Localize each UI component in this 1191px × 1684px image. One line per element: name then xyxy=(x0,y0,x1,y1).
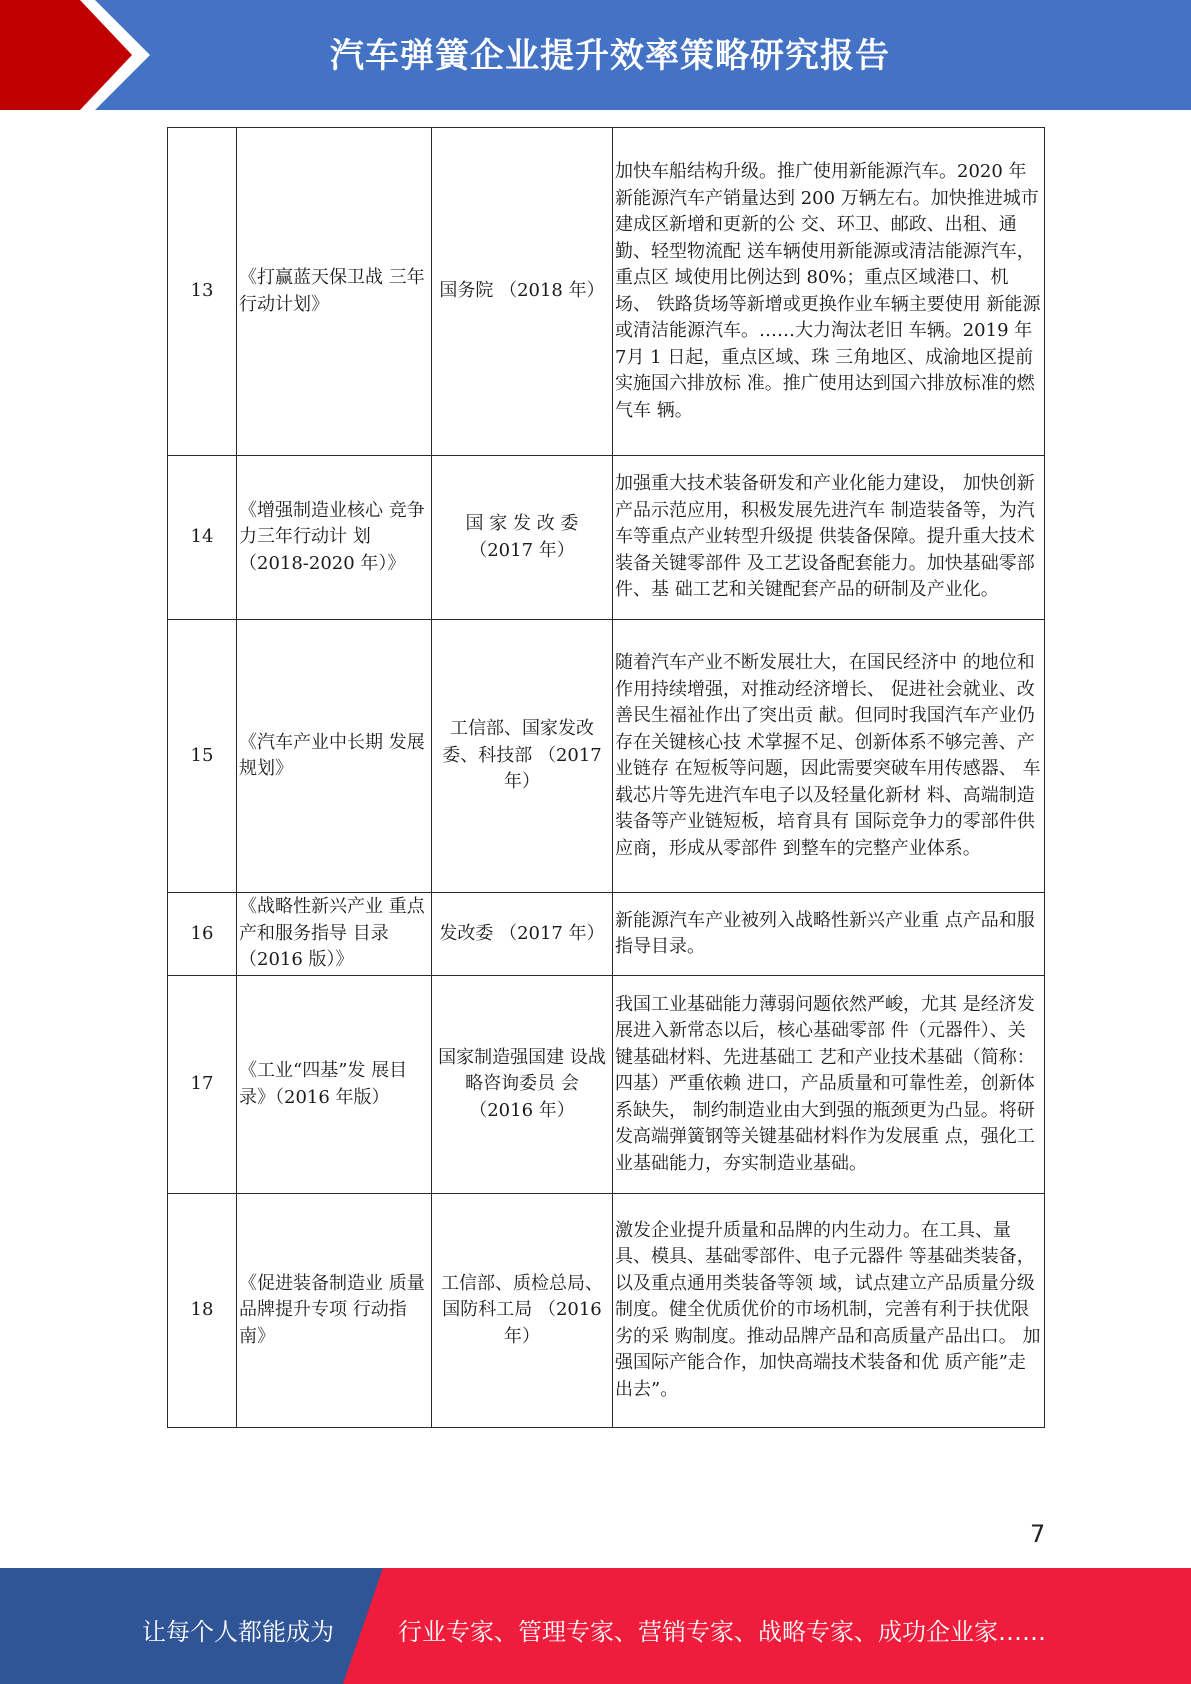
issuing-body: 发改委 （2017 年） xyxy=(432,893,613,976)
policy-name: 《战略性新兴产业 重点产和服务指导 目录（2016 版）》 xyxy=(237,893,432,976)
policy-description: 我国工业基础能力薄弱问题依然严峻，尤其 是经济发展进入新常态以后，核心基础零部 件（元器件）、关键基础材料、先进基础工 艺和产业技术基础（简称：四基）严重依赖 进口，产品质量和可靠性差，创新体系缺失， 制约制造业由大到强的瓶颈更为凸显。将研 发高端弹簧钢等关键基础材料作为发展重 点，强化工业基础能力，夯实制造业基础。 xyxy=(613,976,1045,1194)
policy-name: 《汽车产业中长期 发展规划》 xyxy=(237,620,432,893)
page-header xyxy=(0,0,1191,110)
policy-name: 《增强制造业核心 竞争力三年行动计 划（2018-2020 年）》 xyxy=(237,456,432,620)
policy-description: 激发企业提升质量和品牌的内生动力。在工具、量具、模具、基础零部件、电子元器件 等基础类装备，以及重点通用类装备等领 域，试点建立产品质量分级制度。健全优质优价的市场机制，完善有利于扶优限劣的采 购制度。推动品牌产品和高质量产品出口。 加强国际产能合作，加快高端技术装备和优 质产能”走出去”。 xyxy=(613,1194,1045,1428)
issuing-body: 工信部、国家发改委、科技部 （2017 年） xyxy=(432,620,613,893)
issuing-body: 国务院 （2018 年） xyxy=(432,128,613,456)
policy-name: 《打赢蓝天保卫战 三年行动计划》 xyxy=(237,128,432,456)
page-number: 7 xyxy=(1030,1520,1046,1548)
policy-description: 加强重大技术装备研发和产业化能力建设， 加快创新产品示范应用，积极发展先进汽车 制造装备等，为汽车等重点产业转型升级提 供装备保障。提升重大技术装备关键零部件 及工艺设备配套能力。加快基础零部件、基 础工艺和关键配套产品的研制及产业化。 xyxy=(613,456,1045,620)
header-arrow-red xyxy=(0,0,132,110)
report-title: 汽车弹簧企业提升效率策略研究报告 xyxy=(330,36,890,76)
table-row xyxy=(168,456,1045,620)
table-row xyxy=(168,1194,1045,1428)
row-number: 15 xyxy=(168,620,237,893)
footer-slogan-left: 让每个人都能成为 xyxy=(142,1618,334,1646)
row-number: 18 xyxy=(168,1194,237,1428)
issuing-body: 国 家 发 改 委 （2017 年） xyxy=(432,456,613,620)
issuing-body: 国家制造强国建 设战略咨询委员 会（2016 年） xyxy=(432,976,613,1194)
policy-description: 加快车船结构升级。推广使用新能源汽车。2020 年新能源汽车产销量达到 200 万辆左右。加快推进城市建成区新增和更新的公 交、环卫、邮政、出租、通勤、轻型物流配 送车辆使用新能源或清洁能源汽车，重点区 域使用比例达到 80%；重点区域港口、机场、 铁路货场等新增或更换作业车辆主要使用 新能源或清洁能源汽车。……大力淘汰老旧 车辆。2019 年 7月 1 日起，重点区域、珠 三角地区、成渝地区提前实施国六排放标 准。推广使用达到国六排放标准的燃气车 辆。 xyxy=(613,128,1045,456)
row-number: 17 xyxy=(168,976,237,1194)
table-row xyxy=(168,976,1045,1194)
policy-description: 随着汽车产业不断发展壮大，在国民经济中 的地位和作用持续增强，对推动经济增长、 促进社会就业、改善民生福祉作出了突出贡 献。但同时我国汽车产业仍存在关键核心技 术掌握不足、创新体系不够完善、产业链存 在短板等问题，因此需要突破车用传感器、 车载芯片等先进汽车电子以及轻量化新材 料、高端制造装备等产业链短板，培育具有 国际竞争力的零部件供应商，形成从零部件 到整车的完整产业体系。 xyxy=(613,620,1045,893)
issuing-body: 工信部、质检总局、国防科工局 （2016 年） xyxy=(432,1194,613,1428)
row-number: 14 xyxy=(168,456,237,620)
table-row xyxy=(168,620,1045,893)
footer-slogan-right: 行业专家、管理专家、营销专家、战略专家、成功企业家…… xyxy=(398,1618,1046,1646)
table-row xyxy=(168,893,1045,976)
row-number: 16 xyxy=(168,893,237,976)
policy-table xyxy=(167,127,1045,1428)
row-number: 13 xyxy=(168,128,237,456)
table-row xyxy=(168,128,1045,456)
policy-name: 《工业“四基”发 展目录》（2016 年版） xyxy=(237,976,432,1194)
policy-description: 新能源汽车产业被列入战略性新兴产业重 点产品和服指导目录。 xyxy=(613,893,1045,976)
policy-name: 《促进装备制造业 质量品牌提升专项 行动指南》 xyxy=(237,1194,432,1428)
page-footer xyxy=(0,1568,1191,1684)
